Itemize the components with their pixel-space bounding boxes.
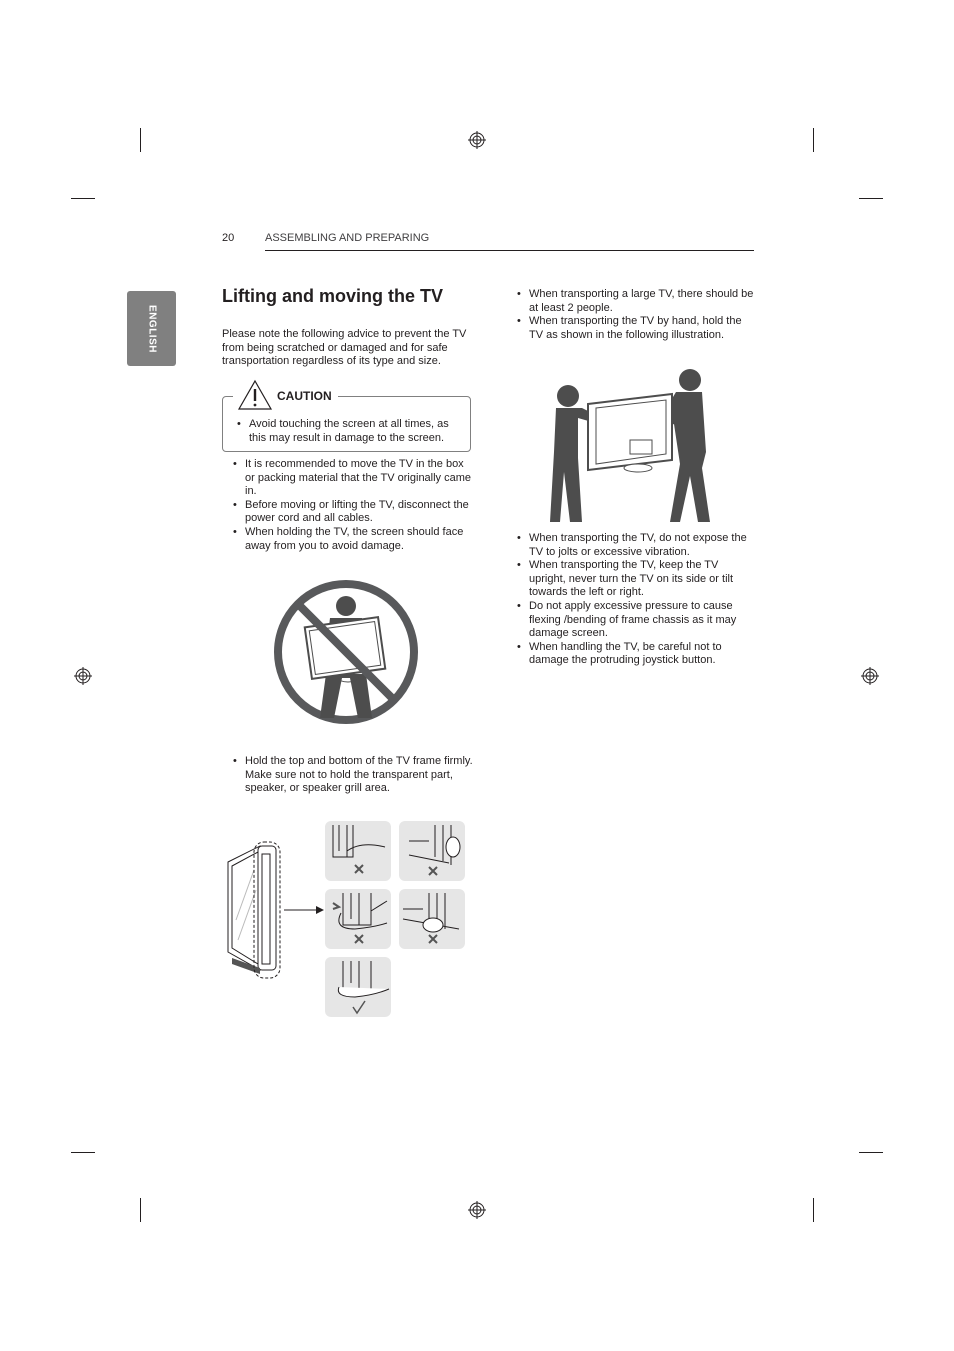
registration-mark-icon [861,667,879,685]
left-bullet-list [233,458,473,553]
correct-grip-illustration [325,957,391,1017]
right-bullet-list-bottom [517,532,757,668]
crop-mark [71,1152,95,1153]
crop-mark [71,198,95,199]
registration-mark-icon [74,667,92,685]
section-title: ASSEMBLING AND PREPARING [265,232,430,244]
list-item: • Do not apply excessive pressure to cause flexing /bending of frame chassis as it may damage screen. [517,600,757,641]
list-item: • When handling the TV, be careful not to damage the protruding joystick button. [517,641,757,668]
right-bullet-list-top [517,288,757,342]
page-title: Lifting and moving the TV [222,286,443,306]
hold-example-wrong [399,821,465,881]
list-item: • When transporting a large TV, there should be at least 2 people. [517,288,757,315]
caution-header [233,379,338,411]
caution-list [237,418,459,445]
language-tab-label: ENGLISH [146,304,157,353]
crop-mark [140,128,141,152]
list-item: • Before moving or lifting the TV, disconnect the power cord and all cables. [233,499,473,526]
page-number: 20 [222,232,235,244]
caution-label: CAUTION [277,389,332,403]
language-tab [127,291,176,366]
wrong-grip-illustration [399,821,465,881]
list-item: • When transporting the TV, do not expose the TV to jolts or excessive vibration. [517,532,757,559]
crop-mark [813,128,814,152]
hold-example-wrong [325,889,391,949]
wrong-grip-illustration [325,821,391,881]
two-people-carrying-illustration [548,364,712,524]
hold-example-correct [325,957,391,1017]
prohibited-carrying-illustration [272,578,420,726]
caution-box [222,389,471,452]
registration-mark-icon [468,1201,486,1219]
warning-triangle-icon [237,379,273,411]
list-item: • When holding the TV, the screen should face away from you to avoid damage. [233,526,473,553]
crop-mark [859,198,883,199]
header-rule [265,250,754,251]
wrong-grip-illustration [399,889,465,949]
hold-example-wrong [399,889,465,949]
list-item: • It is recommended to move the TV in the box or packing material that the TV originally came in. [233,458,473,499]
registration-mark-icon [468,131,486,149]
hold-example-wrong [325,821,391,881]
wrong-grip-illustration [325,889,391,949]
list-item: • Hold the top and bottom of the TV frame firmly. Make sure not to hold the transparent part, speaker, or speaker grill area. [233,755,473,796]
list-item: • When transporting the TV by hand, hold the TV as shown in the following illustration. [517,315,757,342]
crop-mark [813,1198,814,1222]
intro-text: Please note the following advice to prevent the TV from being scratched or damaged and for safe transportation regardless of its type and size. [222,328,467,368]
tv-side-frame-illustration [224,840,324,982]
crop-mark [140,1198,141,1222]
crop-mark [859,1152,883,1153]
list-item: • When transporting the TV, keep the TV upright, never turn the TV on its side or tilt towards the left or right. [517,559,757,600]
caution-item: • Avoid touching the screen at all times, as this may result in damage to the screen. [237,418,459,445]
hold-bullet-list [233,755,473,796]
